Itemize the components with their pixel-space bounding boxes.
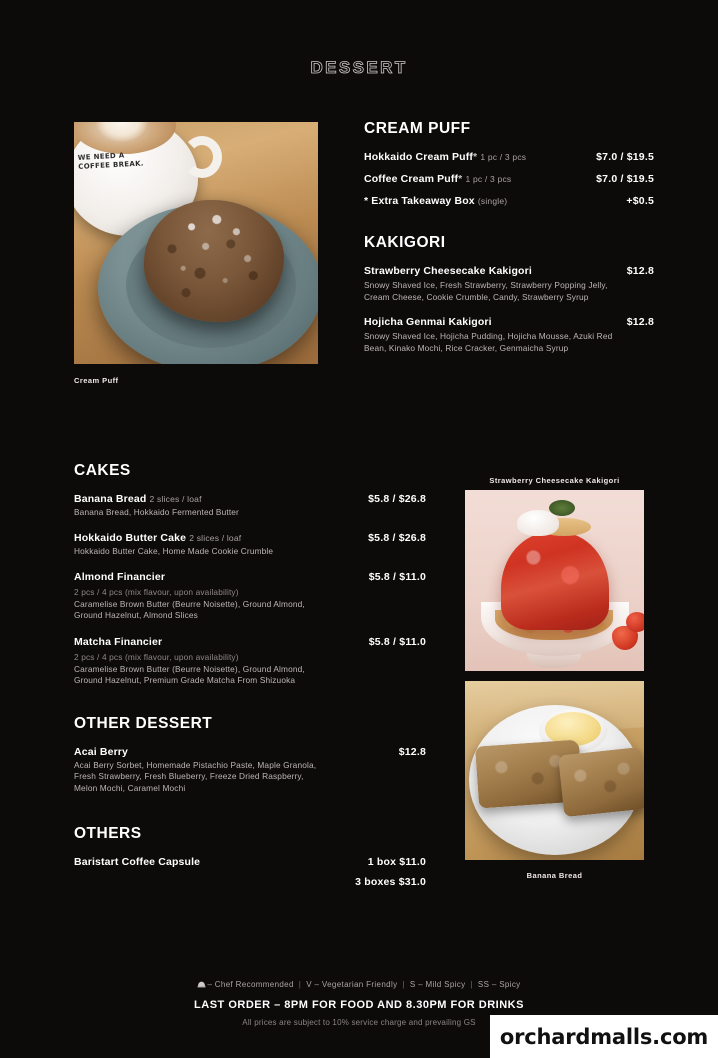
other-dessert-section	[74, 715, 426, 795]
section-heading-kakigori: KAKIGORI	[364, 234, 446, 251]
item-portion-note: 2 pcs / 4 pcs (mix flavour, upon availability)	[74, 587, 239, 598]
item-name: Strawberry Cheesecake Kakigori	[364, 265, 532, 277]
menu-item	[364, 194, 654, 208]
item-name: Hokkaido Butter Cake 2 slices / loaf	[74, 531, 242, 544]
left-menu-column	[74, 462, 426, 888]
craquelin-texture	[144, 200, 284, 322]
cream-puff-section	[364, 120, 654, 208]
item-price: $12.8	[398, 745, 426, 758]
item-price: $5.8 / $11.0	[368, 571, 426, 584]
item-price: $5.8 / $11.0	[368, 635, 426, 648]
kakigori-photo	[465, 490, 644, 671]
banana-bread-photo	[465, 681, 644, 860]
cream-puff-photo	[74, 122, 318, 364]
menu-item	[74, 531, 426, 558]
item-description: Acai Berry Sorbet, Homemade Pistachio Paste, Maple Granola, Fresh Strawberry, Fresh Blueberry, Freeze Dried Raspberry, Melon Mochi, Caramel Mochi	[74, 759, 317, 793]
chef-hat-icon	[197, 980, 206, 990]
kakigori-section	[364, 234, 654, 354]
item-name: Coffee Cream Puff* 1 pc / 3 pcs	[364, 173, 512, 185]
cup-text: WE NEED A COFFEE BREAK.	[77, 151, 144, 171]
legend-vegetarian: V – Vegetarian Friendly	[306, 980, 398, 989]
cream-puff-caption: Cream Puff	[74, 376, 119, 385]
item-name: Almond Financier	[74, 571, 166, 584]
right-menu-column	[364, 120, 654, 354]
item-price: $5.8 / $26.8	[368, 493, 426, 505]
item-price: $12.8	[626, 316, 654, 329]
item-portion: 2 slices / loaf	[189, 532, 242, 543]
item-price: $5.8 / $26.8	[368, 531, 426, 544]
item-price-secondary: 3 boxes $31.0	[355, 875, 426, 888]
item-description: Caramelise Brown Butter (Beurre Noisette), Ground Almond, Ground Hazelnut, Almond Slices	[74, 598, 305, 621]
item-price: $7.0 / $19.5	[596, 151, 654, 163]
mint-garnish	[549, 500, 575, 516]
kakigori-caption: Strawberry Cheesecake Kakigori	[489, 476, 620, 485]
section-heading-other-dessert: OTHER DESSERT	[74, 714, 213, 732]
legend-spicy: SS – Spicy	[477, 980, 521, 989]
menu-item	[364, 150, 654, 164]
item-price: 1 box $11.0	[367, 855, 426, 868]
item-description: Snowy Shaved Ice, Fresh Strawberry, Strawberry Popping Jelly, Cream Cheese, Cookie Crumble, Candy, Strawberry Syrup	[364, 280, 608, 302]
item-portion: (single)	[477, 196, 508, 206]
legend-row	[0, 980, 718, 990]
legend-separator: |	[402, 980, 405, 989]
item-name: Hokkaido Cream Puff* 1 pc / 3 pcs	[364, 151, 527, 163]
cream-puff-pastry	[144, 200, 284, 322]
price-disclaimer: All prices are subject to 10% service charge and prevailing GS	[242, 1018, 476, 1027]
banana-bread-slice	[558, 747, 644, 817]
menu-item	[74, 635, 426, 687]
section-heading-others: OTHERS	[74, 824, 142, 842]
item-description: Banana Bread, Hokkaido Fermented Butter	[74, 507, 239, 517]
cup-handle	[182, 136, 222, 178]
item-name: * Extra Takeaway Box (single)	[364, 195, 508, 207]
menu-item	[74, 855, 426, 888]
item-description: Hokkaido Butter Cake, Home Made Cookie Crumble	[74, 545, 274, 556]
watermark-text: orchardmalls.com	[499, 1024, 709, 1049]
menu-item	[364, 264, 654, 303]
legend-chef: – Chef Recommended	[207, 980, 294, 989]
legend-separator: |	[298, 980, 302, 989]
asterisk-marker: *	[473, 151, 478, 163]
strawberry-garnish	[626, 612, 644, 632]
menu-item	[364, 315, 654, 354]
item-name: Acai Berry	[74, 745, 129, 758]
watermark-banner	[490, 1015, 718, 1058]
item-description: Snowy Shaved Ice, Hojicha Pudding, Hojicha Mousse, Azuki Red Bean, Kinako Mochi, Rice Cracker, Genmaicha Syrup	[364, 331, 613, 353]
item-name: Banana Bread 2 slices / loaf	[74, 493, 202, 505]
menu-item	[74, 570, 426, 622]
item-name: Matcha Financier	[74, 635, 163, 648]
item-portion: 2 slices / loaf	[149, 494, 202, 504]
legend-separator: |	[470, 980, 473, 989]
asterisk-marker: *	[458, 173, 463, 185]
cakes-section	[74, 462, 426, 687]
last-order-notice: LAST ORDER – 8PM FOR FOOD AND 8.30PM FOR DRINKS	[194, 999, 524, 1011]
item-description: Caramelise Brown Butter (Beurre Noisette), Ground Almond, Ground Hazelnut, Premium Grade Matcha From Shizuoka	[74, 663, 305, 686]
page-title: DESSERT	[310, 58, 408, 77]
item-price: $7.0 / $19.5	[596, 173, 654, 185]
menu-item	[74, 492, 426, 519]
menu-item	[364, 172, 654, 186]
item-portion: 1 pc / 3 pcs	[480, 152, 527, 162]
others-section	[74, 825, 426, 888]
section-heading-cream-puff: CREAM PUFF	[364, 120, 471, 137]
item-price: $12.8	[626, 265, 654, 277]
section-heading-cakes: CAKES	[74, 462, 131, 479]
item-name: Hojicha Genmai Kakigori	[364, 316, 492, 329]
strawberry-shaved-ice-dome	[501, 532, 609, 630]
menu-item	[74, 745, 426, 795]
item-portion-note: 2 pcs / 4 pcs (mix flavour, upon availability)	[74, 651, 239, 662]
item-name: Baristart Coffee Capsule	[74, 855, 201, 868]
item-portion: 1 pc / 3 pcs	[465, 174, 512, 184]
banana-bread-caption: Banana Bread	[526, 871, 583, 880]
item-price: +$0.5	[626, 195, 654, 207]
legend-mild-spicy: S – Mild Spicy	[409, 980, 466, 989]
